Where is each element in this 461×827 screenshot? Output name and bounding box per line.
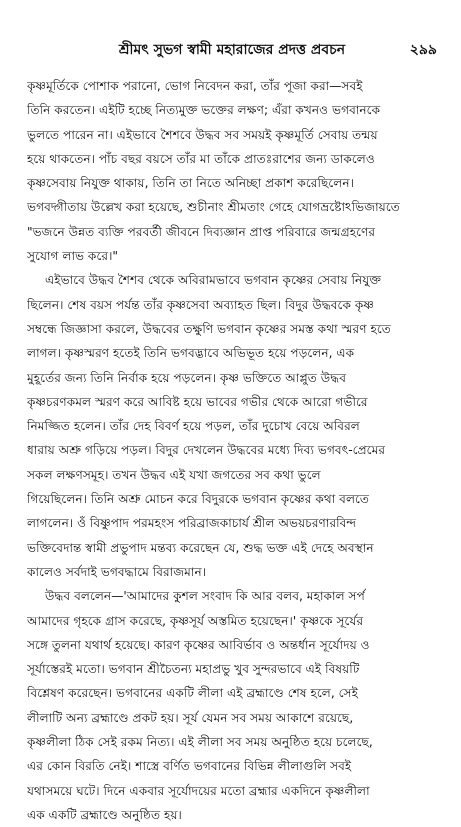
text-line: ভক্তিবেদান্ত স্বামী প্রভুপাদ মন্তব্য করেছেন যে, শুদ্ধ ভক্ত এই দেহে অবস্থান — [27, 540, 374, 555]
text-line: লীলাটি অন্য ব্রহ্মাণ্ডে প্রকট হয়। সূর্য যেমন সব সময় আকাশে রয়েছে, — [27, 710, 354, 725]
text-line: ছিলেন। শেষ বয়স পর্যন্ত তাঁর কৃষ্ণসেবা অব্যাহত ছিল। বিদুর উদ্ধবকে কৃষ্ণ — [27, 297, 374, 312]
paragraph-1 — [27, 74, 437, 268]
paragraph-2 — [27, 268, 437, 584]
text-line: ধারায় অশ্রু গড়িয়ে পড়ল। বিদুর দেখলেন উদ্ধবের মধ্যে দিব্য ভগবৎ-প্রেমের — [27, 443, 386, 458]
paragraph-3 — [27, 584, 437, 827]
text-line: তিনি করতেন। এইটি হচ্ছে নিত্যমুক্ত ভক্তের লক্ষণ; এঁরা কখনও ভগবানকে — [27, 103, 381, 118]
text-line: বিশ্লেষণ করেছেন। ভগবানের একটি লীলা এই ব্রহ্মাণ্ডে শেষ হলে, সেই — [27, 686, 358, 701]
page-number: ২৯৯ — [409, 42, 437, 58]
text-line: মুহূর্তের জন্য তিনি নির্বাক হয়ে পড়লেন। কৃষ্ণ ভক্তিতে আপ্লুত উদ্ধব — [27, 370, 347, 385]
text-line: কালেও সর্বদাই ভগবদ্ধামে বিরাজমান। — [27, 564, 207, 579]
text-line: সুযোগ লাভ করে।" — [27, 249, 119, 264]
text-line: কৃষ্ণসেবায় নিযুক্ত থাকায়, তিনি তা নিতে অনিচ্ছা প্রকাশ করেছিলেন। — [27, 176, 354, 191]
text-line: সঙ্গে তুলনা যথার্থ হয়েছে। কারণ কৃষ্ণের আবির্ভাব ও অন্তর্ধান সূর্যোদয় ও — [27, 637, 370, 652]
text-line: এক একটি ব্রহ্মাণ্ডে অনুষ্ঠিত হয়। — [27, 807, 182, 822]
text-line: সম্বন্ধে জিজ্ঞাসা করলে, উদ্ধবের তক্ষুণি ভগবান কৃষ্ণের সমস্ত কথা স্মরণ হতে — [27, 321, 391, 336]
text-line: উদ্ধব বললেন—'আমাদের কুশল সংবাদ কি আর বলব, মহাকাল সর্প — [45, 589, 365, 604]
running-header — [27, 38, 437, 62]
text-line: গিয়েছিলেন। তিনি অশ্রু মোচন করে বিদুরকে ভগবান কৃষ্ণের কথা বলতে — [27, 492, 370, 507]
text-line: "ভজনে উন্নত ব্যক্তি পরবর্তী জীবনে দিব্যজ্ঞান প্রাপ্ত পরিবারে জন্মগ্রহণের — [27, 224, 376, 239]
text-line: যথাসময়ে ঘটে। দিনে একবার সূর্যোদয়ের মতো ব্রহ্মার একদিনে কৃষ্ণলীলা — [27, 783, 370, 798]
text-line: কৃষ্ণচরণকমল স্মরণ করে আবিষ্ট হয়ে ভাবের গভীর থেকে আরো গভীরে — [27, 394, 368, 409]
text-line: এইভাবে উদ্ধব শৈশব থেকে অবিরামভাবে ভগবান কৃষ্ণের সেবায় নিযুক্ত — [45, 273, 382, 288]
text-line: হয়ে থাকতেন। পাঁচ বছর বয়সে তাঁর মা তাঁকে প্রাতঃরাশের জন্য ডাকলেও — [27, 151, 375, 166]
text-line: ভুলতে পারেন না। এইভাবে শৈশবে উদ্ধব সব সময়ই কৃষ্ণমূর্তি সেবায় তন্ময় — [27, 127, 378, 142]
text-line: কৃষ্ণমূর্তিকে পোশাক পরানো, ভোগ নিবেদন করা, তাঁর পূজা করা—সবই — [27, 79, 363, 93]
text-line: আমাদের গৃহকে গ্রাস করেছে, কৃষ্ণসূর্য অস্তমিত হয়েছেন।' কৃষ্ণকে সূর্যের — [27, 613, 364, 628]
text-line: এর কোন বিরতি নেই। শাস্ত্রে বর্ণিত ভগবানের বিভিন্ন লীলাগুলি সবই — [27, 759, 352, 774]
text-line: সূর্যাস্তেরই মতো। ভগবান শ্রীচৈতন্য মহাপ্রভু খুব সুন্দরভাবে এই বিষয়টি — [27, 662, 360, 677]
header-title: শ্রীমৎ সুভগ স্বামী মহারাজের প্রদত্ত প্রবচন — [118, 42, 346, 58]
text-line: লাগলেন। ওঁ বিষ্ণুপাদ পরমহংস পরিব্রাজকাচার্য শ্রীল অভয়চরণারবিন্দ — [27, 516, 357, 531]
page-body — [27, 74, 437, 827]
text-line: ভগবদ্গীতায় উল্লেখ করা হয়েছে, শুচীনাং শ্রীমতাং গেহে যোগভ্রষ্টোঽভিজায়তে — [27, 200, 400, 215]
text-line: সকল লক্ষণসমূহ। তখন উদ্ধব এই যখা জগতের সব কথা ভুলে — [27, 467, 321, 482]
text-line: নিমজ্জিত হলেন। তাঁর দেহ বিবর্ণ হয়ে পড়ল, তাঁর দুচোখ বেয়ে অবিরল — [27, 419, 360, 434]
text-line: লাগল। কৃষ্ণস্মরণ হতেই তিনি ভগবদ্ভাবে অভিভূত হয়ে পড়লেন, এক — [27, 346, 355, 361]
text-line: কৃষ্ণলীলা ঠিক সেই রকম নিত্য। এই লীলা সব সময় অনুষ্ঠিত হয়ে চলেছে, — [27, 735, 373, 750]
